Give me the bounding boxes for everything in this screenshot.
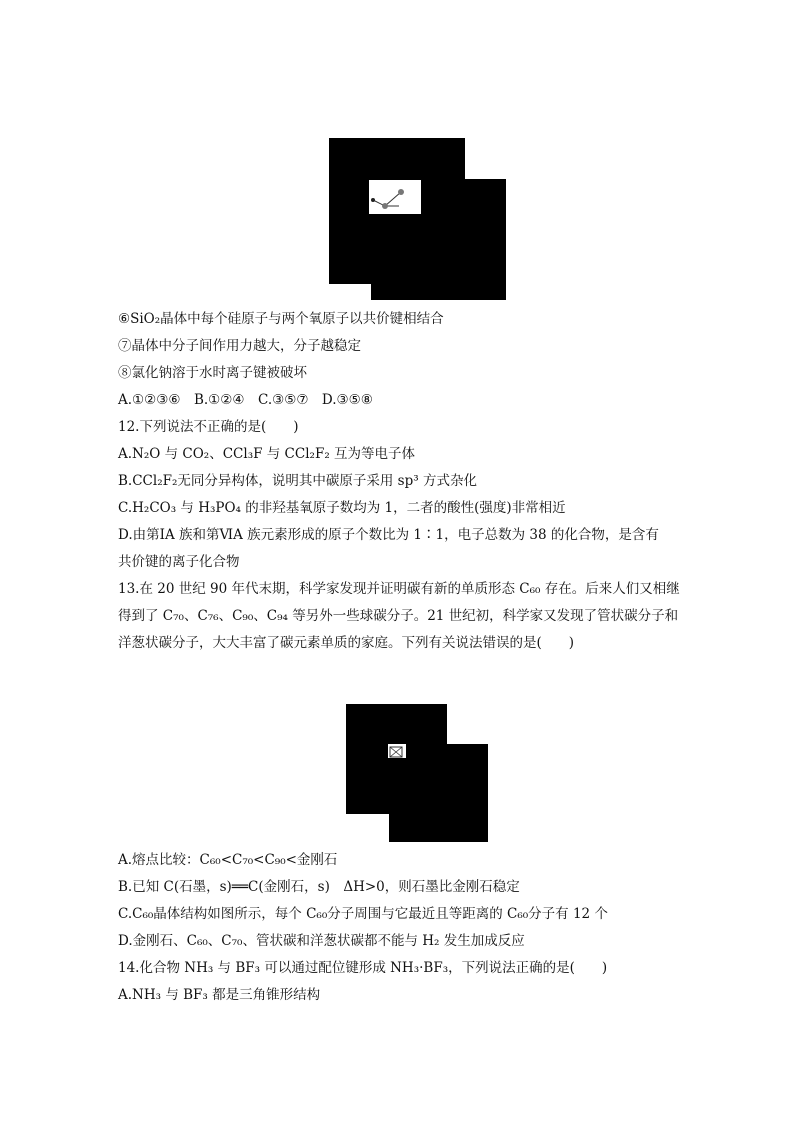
figure-1-molecule bbox=[369, 180, 421, 214]
figure-1-block-left bbox=[329, 216, 371, 284]
q13-option-d: D.金刚石、C₆₀、C₇₀、管状碳和洋葱状碳都不能与 H₂ 发生加成反应 bbox=[118, 933, 525, 949]
q13-stem-line1: 13.在 20 世纪 90 年代末期，科学家发现并证明碳有新的单质形态 C₆₀ 存在。后来人们又相继 bbox=[118, 581, 680, 597]
q12-stem: 12.下列说法不正确的是( ) bbox=[118, 419, 299, 435]
q13-option-c: C.C₆₀晶体结构如图所示，每个 C₆₀分子周围与它最近且等距离的 C₆₀分子有 12 个 bbox=[118, 906, 608, 922]
q14-stem: 14.化合物 NH₃ 与 BF₃ 可以通过配位键形成 NH₃·BF₃，下列说法正确的是( ) bbox=[118, 960, 608, 976]
figure-1-block-right bbox=[465, 179, 506, 300]
q14-option-a: A.NH₃ 与 BF₃ 都是三角锥形结构 bbox=[118, 987, 321, 1003]
q11-option-7: ⑦晶体中分子间作用力越大，分子越稳定 bbox=[118, 338, 361, 354]
q13-option-b: B.已知 C(石墨，s)══C(金刚石，s) ΔH>0，则石墨比金刚石稳定 bbox=[118, 879, 520, 895]
q11-option-8: ⑧氯化钠溶于水时离子键被破坏 bbox=[118, 365, 307, 381]
q11-choices: A.①②③⑥ B.①②④ C.③⑤⑦ D.③⑤⑧ bbox=[118, 392, 373, 408]
q12-option-a: A.N₂O 与 CO₂、CCl₃F 与 CCl₂F₂ 互为等电子体 bbox=[118, 446, 416, 462]
q12-option-c: C.H₂CO₃ 与 H₃PO₄ 的非羟基氧原子数均为 1，二者的酸性(强度)非常相近 bbox=[118, 500, 566, 516]
q13-option-a: A.熔点比较：C₆₀<C₇₀<C₉₀<金刚石 bbox=[118, 852, 338, 868]
q13-stem-line3: 洋葱状碳分子，大大丰富了碳元素单质的家庭。下列有关说法错误的是( ) bbox=[118, 635, 575, 651]
q12-option-d-line1: D.由第ⅠA 族和第ⅥA 族元素形成的原子个数比为 1∶1，电子总数为 38 的化合物，是含有 bbox=[118, 527, 659, 543]
q12-option-d-line2: 共价键的离子化合物 bbox=[118, 554, 240, 570]
q11-option-6: ⑥SiO₂晶体中每个硅原子与两个氧原子以共价键相结合 bbox=[118, 311, 444, 327]
figure-2-block-right bbox=[447, 744, 488, 842]
q13-stem-line2: 得到了 C₇₀、C₇₆、C₉₀、C₉₄ 等另外一些球碳分子。21 世纪初，科学家又发现了管状碳分子和 bbox=[118, 608, 679, 624]
figure-2-block-left bbox=[346, 760, 389, 814]
figure-2-lattice bbox=[388, 744, 406, 758]
q12-option-b: B.CCl₂F₂无同分异构体，说明其中碳原子采用 sp³ 方式杂化 bbox=[118, 473, 477, 489]
figure-1-block-bottom bbox=[371, 216, 465, 300]
figure-2-block-bottom bbox=[389, 760, 447, 842]
